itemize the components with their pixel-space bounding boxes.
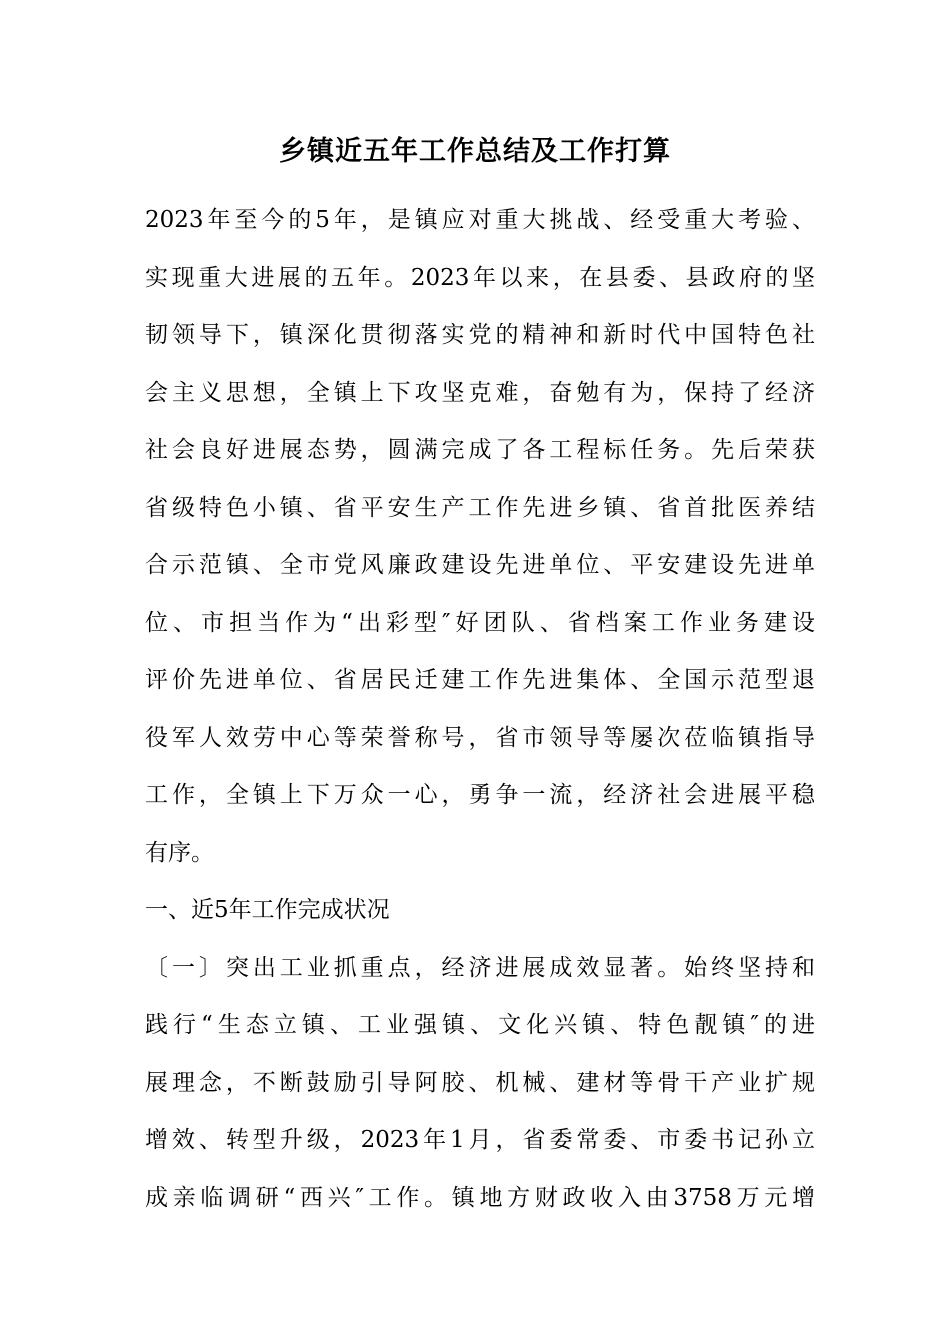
document-title: 乡镇近五年工作总结及工作打算 — [279, 136, 671, 167]
paragraph-line: 〔一〕突出工业抓重点，经济进展成效显著。始终坚持和 — [145, 955, 815, 981]
paragraph-line: 省级特色小镇、省平安生产工作先进乡镇、省首批医养结 — [145, 495, 815, 521]
section-heading: 一、近5年工作完成状况 — [145, 897, 390, 923]
paragraph-line: 展理念，不断鼓励引导阿胶、机械、建材等骨干产业扩规 — [145, 1070, 815, 1096]
paragraph-line: 成亲临调研“西兴″工作。镇地方财政收入由3758万元增 — [145, 1185, 815, 1211]
paragraph-line: 工作，全镇上下万众一心，勇争一流，经济社会进展平稳 — [145, 782, 815, 808]
paragraph-line: 增效、转型升级，2023年1月，省委常委、市委书记孙立 — [145, 1127, 815, 1153]
paragraph-line: 社会良好进展态势，圆满完成了各工程标任务。先后荣获 — [145, 437, 815, 463]
paragraph-line: 位、市担当作为“出彩型″好团队、省档案工作业务建设 — [145, 610, 815, 636]
paragraph-line: 评价先进单位、省居民迁建工作先进集体、全国示范型退 — [145, 667, 815, 693]
paragraph-line: 实现重大进展的五年。2023年以来，在县委、县政府的坚 — [145, 265, 815, 291]
paragraph-line: 有序。 — [145, 840, 214, 866]
paragraph-line: 2023年至今的5年，是镇应对重大挑战、经受重大考验、 — [145, 207, 815, 233]
paragraph-line: 践行“生态立镇、工业强镇、文化兴镇、特色靓镇″的进 — [145, 1012, 815, 1038]
paragraph-line: 韧领导下，镇深化贯彻落实党的精神和新时代中国特色社 — [145, 322, 815, 348]
paragraph-line: 役军人效劳中心等荣誉称号，省市领导等屡次莅临镇指导 — [145, 725, 815, 751]
paragraph-line: 合示范镇、全市党风廉政建设先进单位、平安建设先进单 — [145, 552, 815, 578]
paragraph-line: 会主义思想，全镇上下攻坚克难，奋勉有为，保持了经济 — [145, 380, 815, 406]
